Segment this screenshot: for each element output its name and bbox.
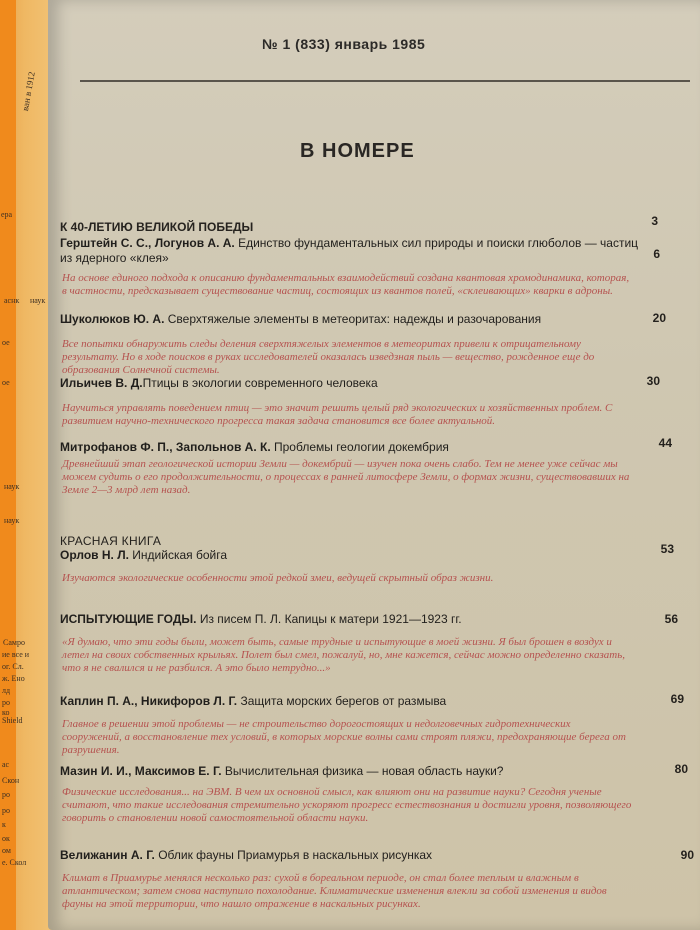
entry-abstract: Древнейший этап геологической истории Земли — докембрий — изучен пока очень слабо. Тем не менее уже сейчас мы можем судить о его продолжительности, о процессах в ранней литосфере Земли, о формах жизни, существовавших на Земле 2—3 млрд лет назад.: [62, 458, 630, 496]
page-number: 80: [674, 762, 688, 776]
page-number: 90: [680, 848, 694, 862]
toc-entry[interactable]: [60, 376, 640, 391]
margin-text: наук: [4, 482, 20, 491]
entry-abstract: Климат в Приамурье менялся несколько раз: сухой в бореальном периоде, он стал более теплым и влажным в атлантическом; затем снова наступило похолодание. Климатические изменения влекли за собой изменения и видов фауны на этой территории, что нашло отражение в наскальных рисунках.: [62, 872, 607, 910]
entry-authors: ИСПЫТУЮЩИЕ ГОДЫ.: [60, 612, 197, 626]
margin-text: ие все и: [2, 650, 30, 659]
margin-text: ок: [2, 834, 10, 843]
margin-text: наук: [30, 296, 46, 305]
entry-title: Индийская бойга: [128, 548, 228, 562]
page-number: 30: [646, 374, 660, 388]
entry-abstract: «Я думаю, что эти годы были, может быть, самые трудные и испытующие в моей жизни. Я был брошен в воздух и летел на своих собственных крыльях. Полет был смел, пожалуй, но, мне кажется, сейчас можно определенно сказать, что я не свалился и не разбился. А это было нетрудно...»: [62, 636, 625, 674]
issue-header: № 1 (833) январь 1985: [262, 36, 426, 52]
entry-authors: Мазин И. И., Максимов Е. Г.: [60, 764, 222, 778]
entry-title: Облик фауны Приамурья в наскальных рисунках: [154, 848, 433, 862]
entry-title: Из писем П. Л. Капицы к матери 1921—1923 гг.: [196, 612, 462, 626]
margin-text: ро: [2, 790, 10, 799]
margin-text: ог. Сл.: [2, 662, 24, 671]
toc-entry[interactable]: [60, 312, 640, 327]
margin-text: ро: [2, 806, 10, 815]
entry-title: Сверхтяжелые элементы в метеоритах: надежды и разочарования: [164, 312, 542, 326]
toc-entry[interactable]: [60, 848, 640, 863]
entry-title: Защита морских берегов от размыва: [237, 694, 447, 708]
margin-text: ое: [2, 378, 10, 387]
entry-authors: Каплин П. А., Никифоров Л. Г.: [60, 694, 238, 708]
page-number: 69: [670, 692, 684, 706]
entry-abstract: На основе единого подхода к описанию фундаментальных взаимодействий создана квантовая хромодинамика, которая, в частности, предсказывает существование частиц, состоящих из квантов полей, «склеивающих» кварки в адроны.: [62, 272, 630, 297]
margin-text: е. Скол: [2, 858, 27, 867]
entry-authors: Ильичев В. Д.: [60, 376, 143, 390]
toc-entry[interactable]: [60, 612, 640, 627]
margin-text: ж. Ено: [2, 674, 25, 683]
entry-title: Единство фундаментальных сил природы и поиски глюболов — частиц из ядерного «клея»: [60, 236, 639, 265]
margin-text: наук: [4, 516, 20, 525]
entry-authors: Орлов Н. Л.: [60, 548, 129, 562]
entry-abstract: Все попытки обнаружить следы деления сверхтяжелых элементов в метеоритах привели к отрицательному результату. Но в ходе поисков в руках исследователей оказалась изведзная пыль — вещество, рожденное еще до образования Солнечной системы.: [62, 338, 595, 376]
margin-text: ро: [2, 698, 10, 707]
toc-entry[interactable]: [60, 548, 640, 563]
page-number: 53: [660, 542, 674, 556]
margin-text: ван в 1912: [20, 70, 37, 112]
margin-text: ко: [2, 708, 10, 717]
entry-abstract: Физические исследования... на ЭВМ. В чем их основной смысл, как влияют они на развитие науки? Сегодня ученые считают, что такие исследования стремительно ускоряют прогресс естествознания и достигли уровня, позволяющего говорить о становлении новой самостоятельной области науки.: [62, 786, 632, 824]
entry-abstract: Главное в решении этой проблемы — не строительство дорогостоящих и недолговечных гидротехнических сооружений, а восстановление тех условий, в которых морские волны сами строят пляжи, предохраняющие берега от разрушения.: [62, 718, 626, 756]
page-number: 56: [664, 612, 678, 626]
margin-text: аснк: [4, 296, 20, 305]
entry-title: Вычислительная физика — новая область науки?: [221, 764, 504, 778]
margin-text: лд: [2, 686, 11, 695]
margin-text: ое: [2, 338, 10, 347]
toc-entry[interactable]: [60, 236, 640, 266]
margin-text: ас: [2, 760, 10, 769]
entry-authors: Велижанин А. Г.: [60, 848, 155, 862]
page-number: 44: [658, 436, 672, 450]
page-number: 20: [652, 311, 666, 325]
margin-text: ом: [2, 846, 11, 855]
entry-authors: Митрофанов Ф. П., Запольнов А. К.: [60, 440, 271, 454]
margin-text: ера: [1, 210, 13, 219]
toc-entry[interactable]: [60, 440, 640, 455]
entry-title: Птицы в экологии современного человека: [142, 376, 378, 390]
entry-title: Проблемы геологии докембрия: [270, 440, 449, 454]
entry-abstract: Научиться управлять поведением птиц — это значит решить целый ряд экологических и хозяйственных проблем. С развитием научно-технического прогресса такая задача становится все более актуальной.: [62, 402, 613, 427]
header-rule: [80, 80, 690, 82]
entry-authors: Герштейн С. С., Логунов А. А.: [60, 236, 235, 250]
page-number: 6: [653, 247, 660, 261]
page-number: 3: [651, 214, 658, 228]
entry-abstract: Изучаются экологические особенности этой редкой змеи, ведущей скрытный образ жизни.: [62, 572, 494, 584]
entry-authors: Шуколюков Ю. А.: [60, 312, 165, 326]
rubric-title: КРАСНАЯ КНИГА: [60, 534, 162, 548]
margin-text: Shield: [2, 716, 23, 725]
margin-text: к: [2, 820, 6, 829]
margin-text: Самро: [3, 638, 25, 647]
section-title: К 40-ЛЕТИЮ ВЕЛИКОЙ ПОБЕДЫ: [60, 220, 254, 234]
toc-entry[interactable]: [60, 764, 640, 779]
toc-entry[interactable]: [60, 694, 640, 709]
contents-page: [48, 0, 700, 930]
page-title: В НОМЕРЕ: [300, 140, 415, 162]
margin-text: Скон: [2, 776, 20, 785]
